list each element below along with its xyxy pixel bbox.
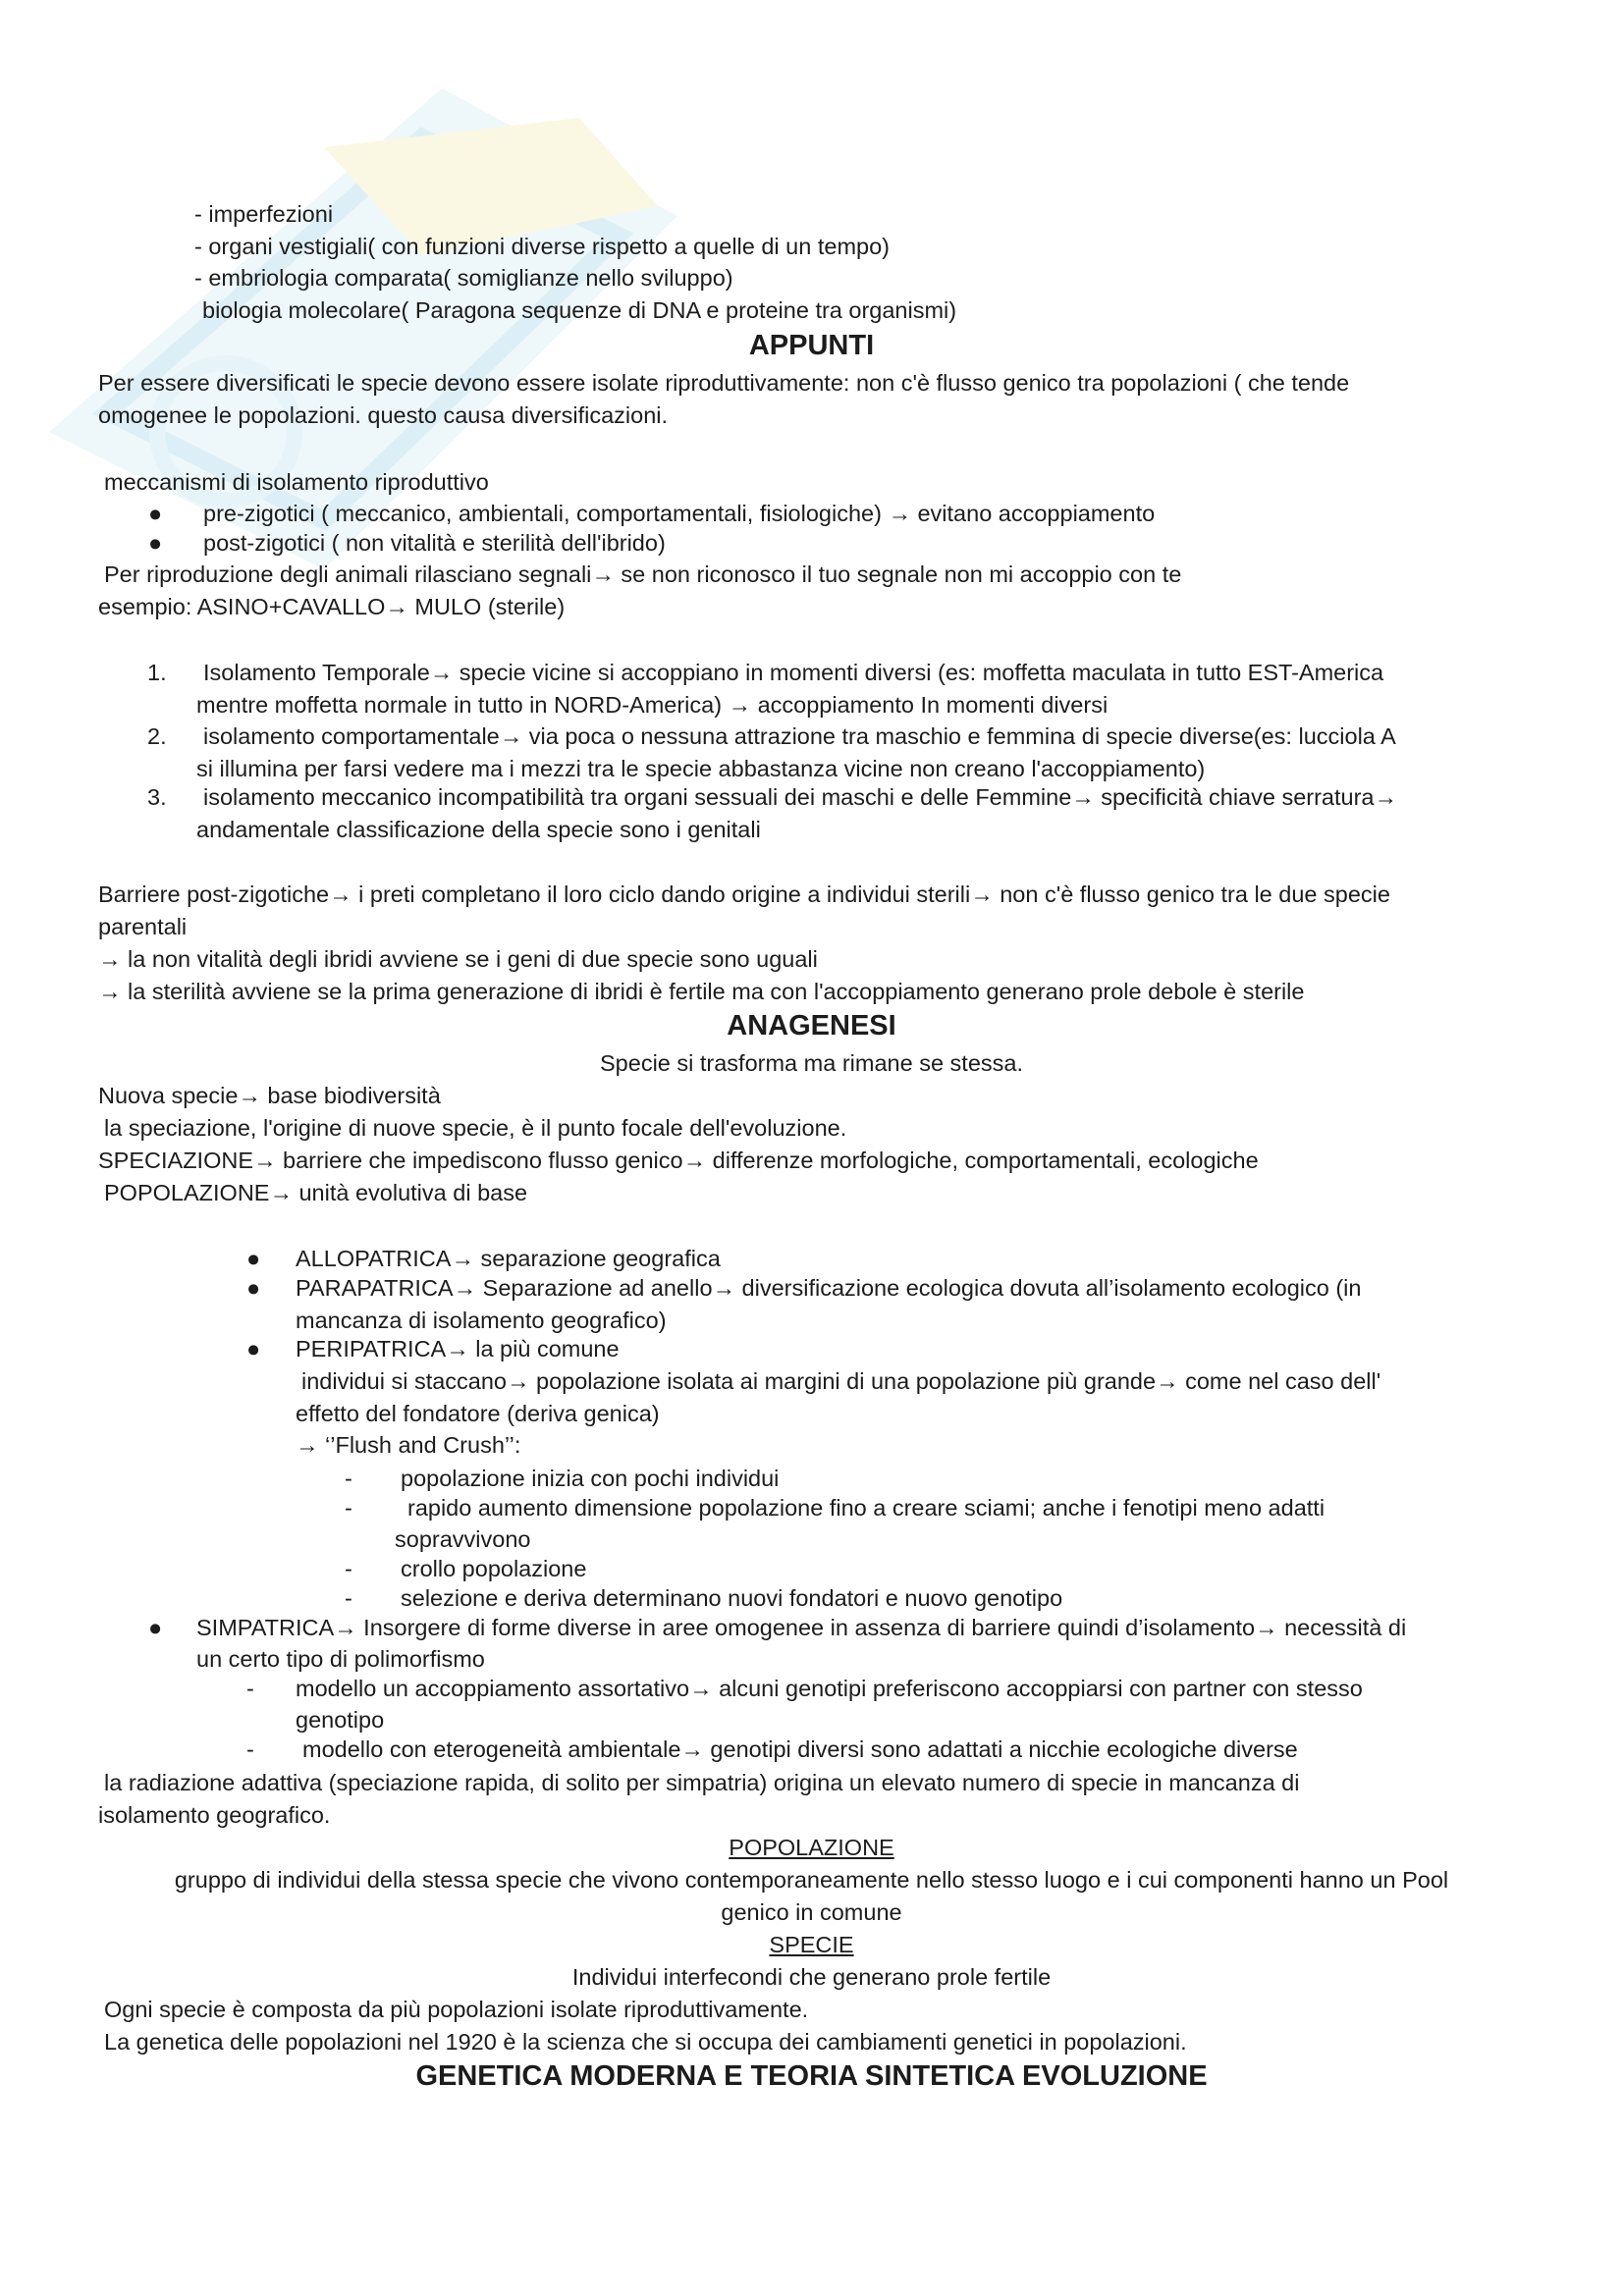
text-line: individui si staccano→ popolazione isolata ai margini di una popolazione più grande→ come nel caso dell' xyxy=(301,1368,1381,1394)
text-line: si illumina per farsi vedere ma i mezzi tra le specie abbastanza vicine non creano l'accoppiamento) xyxy=(196,756,1206,781)
text-line: Per essere diversificati le specie devono essere isolate riproduttivamente: non c'è flusso genico tra popolazioni ( che tende xyxy=(98,370,1350,396)
dash-marker: - xyxy=(246,1736,254,1762)
dash-marker: - xyxy=(345,1495,352,1521)
text-line: isolamento geografico. xyxy=(98,1802,331,1828)
list-item: post-zigotici ( non vitalità e sterilità dell'ibrido) xyxy=(203,530,666,556)
list-item: isolamento meccanico incompatibilità tra organi sessuali dei maschi e delle Femmine→ specificità chiave serratura→ xyxy=(203,784,1397,810)
text-line: POPOLAZIONE→ unità evolutiva di base xyxy=(104,1180,528,1205)
text-line: Per riproduzione degli animali rilasciano segnali→ se non riconosco il tuo segnale non mi accoppio con te xyxy=(104,561,1182,587)
text-line: La genetica delle popolazioni nel 1920 è la scienza che si occupa dei cambiamenti genetici in popolazioni. xyxy=(104,2029,1187,2055)
text-line: - embriologia comparata( somiglianze nello sviluppo) xyxy=(194,265,733,291)
section-heading: APPUNTI xyxy=(748,330,875,361)
list-item: pre-zigotici ( meccanico, ambientali, comportamentali, fisiologiche) → evitano accoppiamento xyxy=(203,501,1156,526)
dash-marker: - xyxy=(345,1585,352,1611)
text-line: → la sterilità avviene se la prima generazione di ibridi è fertile ma con l'accoppiamento generano prole debole è sterile xyxy=(98,979,1305,1004)
text-line: biologia molecolare( Paragona sequenze di DNA e proteine tra organismi) xyxy=(202,297,957,323)
list-item: isolamento comportamentale→ via poca o nessuna attrazione tra maschio e femmina di specie diverse(es: lucciola A xyxy=(203,723,1396,749)
list-item: PARAPATRICA→ Separazione ad anello→ diversificazione ecologica dovuta all’isolamento ecologico (in xyxy=(296,1275,1362,1301)
text-line: effetto del fondatore (deriva genica) xyxy=(296,1401,660,1426)
list-item: modello con eterogeneità ambientale→ genotipi diversi sono adattati a nicchie ecologiche diverse xyxy=(302,1736,1298,1762)
text-line: gruppo di individui della stessa specie che vivono contemporaneamente nello stesso luogo e i cui componenti hanno un Pool xyxy=(174,1867,1449,1893)
text-line: Specie si trasforma ma rimane se stessa. xyxy=(600,1050,1023,1076)
text-line: Nuova specie→ base biodiversità xyxy=(98,1083,441,1108)
list-item: PERIPATRICA→ la più comune xyxy=(296,1336,620,1362)
bullet-icon: ● xyxy=(246,1275,261,1301)
list-item: SIMPATRICA→ Insorgere di forme diverse in aree omogenee in assenza di barriere quindi d’isolamento→ necessità di xyxy=(196,1615,1407,1640)
text-line: Barriere post-zigotiche→ i preti completano il loro ciclo dando origine a individui sterili→ non c'è flusso genico tra le due specie xyxy=(98,881,1390,907)
text-line: - organi vestigiali( con funzioni diverse rispetto a quelle di un tempo) xyxy=(194,234,890,259)
list-number: 2. xyxy=(147,723,167,749)
text-line: genico in comune xyxy=(721,1899,902,1925)
section-heading: ANAGENESI xyxy=(727,1010,896,1041)
text-line: mancanza di isolamento geografico) xyxy=(296,1308,667,1333)
bullet-icon: ● xyxy=(148,1615,163,1640)
list-number: 3. xyxy=(147,784,167,810)
list-item: rapido aumento dimensione popolazione fino a creare sciami; anche i fenotipi meno adatti xyxy=(407,1495,1325,1521)
text-line: SPECIAZIONE→ barriere che impediscono flusso genico→ differenze morfologiche, comportamentali, ecologiche xyxy=(98,1148,1259,1173)
text-line: Individui interfecondi che generano prole fertile xyxy=(571,1964,1052,1990)
text-line: Ogni specie è composta da più popolazioni isolate riproduttivamente. xyxy=(104,1997,809,2022)
dash-marker: - xyxy=(345,1466,352,1491)
bullet-icon: ● xyxy=(246,1246,261,1271)
text-line: mentre moffetta normale in tutto in NORD-America) → accoppiamento In momenti diversi xyxy=(196,692,1109,718)
text-line: andamentale classificazione della specie sono i genitali xyxy=(196,817,761,842)
text-line: sopravvivono xyxy=(395,1526,531,1552)
text-line: → la non vitalità degli ibridi avviene se i geni di due specie sono uguali xyxy=(98,946,818,972)
subheading: SPECIE xyxy=(769,1932,854,1957)
text-line: la radiazione adattiva (speciazione rapida, di solito per simpatria) origina un elevato numero di specie in mancanza di xyxy=(104,1770,1300,1795)
text-line: un certo tipo di polimorfismo xyxy=(196,1646,485,1672)
bullet-icon: ● xyxy=(148,501,163,526)
list-item: popolazione inizia con pochi individui xyxy=(401,1466,780,1491)
dash-marker: - xyxy=(345,1556,352,1581)
text-line: omogenee le popolazioni. questo causa diversificazioni. xyxy=(98,402,669,428)
list-number: 1. xyxy=(147,660,167,685)
text-line: esempio: ASINO+CAVALLO→ MULO (sterile) xyxy=(98,594,566,619)
list-item: modello un accoppiamento assortativo→ alcuni genotipi preferiscono accoppiarsi con partner con stesso xyxy=(296,1676,1363,1701)
text-line: la speciazione, l'origine di nuove specie, è il punto focale dell'evoluzione. xyxy=(104,1115,847,1141)
text-line: parentali xyxy=(98,914,188,939)
bullet-icon: ● xyxy=(148,530,163,556)
text-line: - imperfezioni xyxy=(194,201,334,227)
section-heading: GENETICA MODERNA E TEORIA SINTETICA EVOLUZIONE xyxy=(415,2060,1208,2092)
list-item: selezione e deriva determinano nuovi fondatori e nuovo genotipo xyxy=(401,1585,1063,1611)
list-item: ALLOPATRICA→ separazione geografica xyxy=(296,1246,721,1271)
subheading: POPOLAZIONE xyxy=(729,1835,894,1860)
list-item: crollo popolazione xyxy=(401,1556,587,1581)
dash-marker: - xyxy=(246,1676,254,1701)
list-item: Isolamento Temporale→ specie vicine si accoppiano in momenti diversi (es: moffetta maculata in tutto EST-America xyxy=(203,660,1384,685)
text-line: → ‘’Flush and Crush’’: xyxy=(296,1432,521,1458)
text-line: meccanismi di isolamento riproduttivo xyxy=(104,469,489,495)
bullet-icon: ● xyxy=(246,1336,261,1362)
text-line: genotipo xyxy=(296,1707,385,1733)
